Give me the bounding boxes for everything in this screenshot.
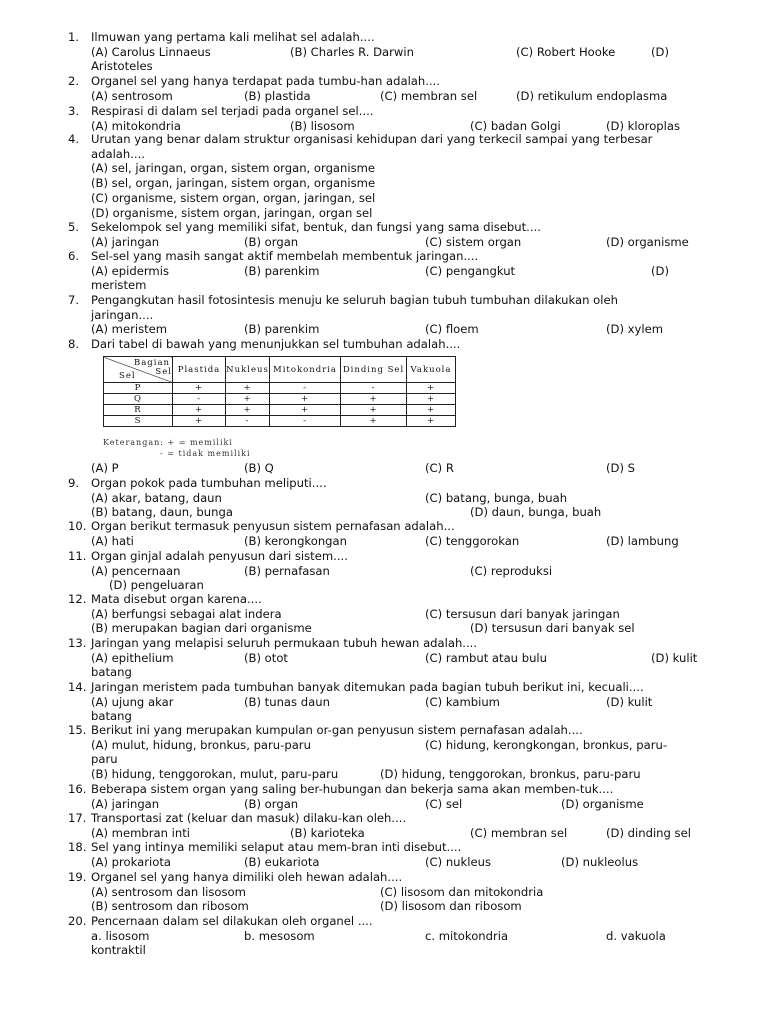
answer-option: (C) membran sel [470,825,568,840]
table-cell: + [341,405,407,416]
table-cell: + [407,405,456,416]
question-stem-continued: jaringan.... [91,307,154,322]
question-stem: Respirasi di dalam sel terjadi pada organel sel.... [91,104,374,118]
table-legend: - = tidak memiliki [160,449,251,458]
answer-option: (A) berfungsi sebagai alat indera [91,606,282,621]
table-row [104,405,456,416]
answer-option: (D) retikulum endoplasma [516,88,668,103]
answer-option: (B) Charles R. Darwin [290,44,414,59]
question-number: 3. [68,104,80,118]
answer-option: (A) sentrosom [91,88,173,103]
answer-option: (C) tersusun dari banyak jaringan [425,606,620,621]
question-stem: Organel sel yang hanya terdapat pada tumbu-han adalah.... [91,74,440,88]
answer-option: (B) plastida [244,88,311,103]
answer-option: (D) S [606,461,636,475]
table-row-label: P [104,383,173,394]
answer-option: (A) akar, batang, daun [91,490,222,505]
question-number: 20. [68,914,87,928]
answer-option: (C) pengangkut [425,263,516,278]
question-stem: Urutan yang benar dalam struktur organisasi kehidupan dari yang terkecil sampai yang terbesar [91,132,653,146]
table-cell: + [173,416,226,427]
answer-option: (B) hidung, tenggorokan, mulut, paru-paru [91,767,339,782]
table-cell: + [270,405,341,416]
answer-option: (A) membran inti [91,825,190,840]
answer-option: (B) tunas daun [244,694,330,709]
question-number: 1. [68,30,80,44]
question-number: 6. [68,249,80,263]
answer-option: (C) sistem organ [425,234,522,249]
answer-option: (D) [651,263,669,278]
answer-option: (A) epithelium [91,650,174,665]
question-stem: Sel-sel yang masih sangat aktif membelah membentuk jaringan.... [91,249,479,263]
answer-option: (D) kulit [606,694,653,709]
answer-option: (D) dinding sel [606,825,691,840]
question-stem: Organel sel yang hanya dimiliki oleh hewan adalah.... [91,870,403,884]
question-number: 7. [68,293,80,307]
table-row-label: S [104,416,173,427]
answer-option: a. lisosom [91,928,150,943]
question-stem: Sekelompok sel yang memiliki sifat, bentuk, dan fungsi yang sama disebut.... [91,220,541,234]
answer-option: (C) tenggorokan [425,533,520,548]
answer-option: (A) epidermis [91,263,169,278]
answer-option: (A) hati [91,533,134,548]
question-stem: Ilmuwan yang pertama kali melihat sel adalah.... [91,30,375,44]
answer-option: (A) P [91,461,119,475]
answer-option: (B) parenkim [244,322,320,337]
answer-option: (C) hidung, kerongkongan, bronkus, paru- [425,737,668,752]
table-cell: + [341,416,407,427]
table-cell: - [173,394,226,405]
answer-option: (A) sentrosom dan lisosom [91,884,246,899]
question-stem: Jaringan meristem pada tumbuhan banyak ditemukan pada bagian tubuh berikut ini, kecuali.... [91,680,644,694]
answer-option: (B) otot [244,650,288,665]
question-stem: Pencernaan dalam sel dilakukan oleh organel .... [91,914,373,928]
answer-option: (A) jaringan [91,234,160,249]
table-row-label: Q [104,394,173,405]
question-number: 4. [68,132,80,146]
answer-option-continued: paru [91,752,118,767]
answer-option: (B) sel, organ, jaringan, sistem organ, organisme [91,176,376,191]
table-column-header: Dinding Sel [341,357,407,383]
answer-option: (B) lisosom [290,118,355,133]
answer-option: (D) organisme [561,796,644,811]
answer-option: (C) membran sel [380,88,478,103]
answer-option: (D) [651,44,669,59]
answer-option: (A) pencernaan [91,563,181,578]
answer-option: (C) sel [425,796,463,811]
answer-option: (A) mitokondria [91,118,182,133]
answer-option: (A) Carolus Linnaeus [91,44,211,59]
question-stem: Organ berikut termasuk penyusun sistem pernafasan adalah... [91,519,455,533]
table-cell: - [226,416,270,427]
question-number: 14. [68,680,87,694]
answer-option: (B) sentrosom dan ribosom [91,899,249,914]
answer-option: (B) pernafasan [244,563,330,578]
answer-option: (C) R [425,461,454,475]
answer-option: (A) sel, jaringan, organ, sistem organ, organisme [91,161,376,176]
answer-option: d. vakuola [606,928,666,943]
answer-option: (B) eukariota [244,854,320,869]
table-cell: + [407,394,456,405]
answer-option: (C) floem [425,322,479,337]
answer-option: (D) lambung [606,533,679,548]
answer-option-continued: kontraktil [91,943,146,958]
question-number: 5. [68,220,80,234]
answer-option: (C) reproduksi [470,563,553,578]
question-number: 13. [68,636,87,650]
answer-option: (C) Robert Hooke [516,44,616,59]
answer-option-continued: (D) pengeluaran [109,578,204,593]
answer-option: (A) jaringan [91,796,160,811]
answer-option: (C) nukleus [425,854,491,869]
answer-option: (B) parenkim [244,263,320,278]
question-stem: Organ pokok pada tumbuhan meliputi.... [91,476,327,490]
table-column-header: Mitokondria [270,357,341,383]
question-number: 2. [68,74,80,88]
question-stem: Jaringan yang melapisi seluruh permukaan tubuh hewan adalah.... [91,636,478,650]
answer-option: (D) hidung, tenggorokan, bronkus, paru-paru [380,767,641,782]
table-column-header: Vakuola [407,357,456,383]
answer-option: (B) organ [244,234,299,249]
answer-option: (B) organ [244,796,299,811]
answer-option: (D) daun, bunga, buah [470,505,602,520]
table-legend: Keterangan: + = memiliki [103,438,233,447]
table-column-header: Plastida [173,357,226,383]
question-number: 15. [68,723,87,737]
answer-option: (B) Q [244,461,274,475]
answer-option: (C) lisosom dan mitokondria [380,884,544,899]
answer-option: (B) merupakan bagian dari organisme [91,621,312,636]
question-stem: Beberapa sistem organ yang saling ber-hubungan dan bekerja sama akan memben-tuk.... [91,782,614,796]
table-cell: + [341,394,407,405]
question-number: 18. [68,840,87,854]
answer-option-continued: meristem [91,278,147,293]
answer-option: (D) xylem [606,322,664,337]
answer-option: b. mesosom [244,928,315,943]
question-stem: Organ ginjal adalah penyusun dari sistem.... [91,549,348,563]
question-stem: Mata disebut organ karena.... [91,592,262,606]
table-cell: - [270,416,341,427]
cell-organelle-table [103,356,456,427]
answer-option: (D) kulit [651,650,698,665]
question-stem: Dari tabel di bawah yang menunjukkan sel tumbuhan adalah.... [91,337,461,351]
table-corner-header [104,357,173,383]
table-row-label: R [104,405,173,416]
answer-option: (D) organisme, sistem organ, jaringan, organ sel [91,205,373,220]
table-cell: + [226,405,270,416]
answer-option: (C) badan Golgi [470,118,561,133]
answer-option: (D) organisme [606,234,689,249]
table-cell: + [270,394,341,405]
answer-option: (A) meristem [91,322,168,337]
question-stem: Berikut ini yang merupakan kumpulan or-gan penyusun sistem pernafasan adalah.... [91,723,583,737]
answer-option: (A) prokariota [91,854,171,869]
answer-option: (B) batang, daun, bunga [91,505,233,520]
table-cell: + [407,383,456,394]
table-row [104,416,456,427]
question-stem-continued: adalah.... [91,146,145,161]
table-cell: + [226,394,270,405]
question-number: 16. [68,782,87,796]
answer-option: (D) kloroplas [606,118,681,133]
question-stem: Transportasi zat (keluar dan masuk) dilaku-kan oleh.... [91,811,407,825]
question-number: 17. [68,811,87,825]
question-number: 12. [68,592,87,606]
answer-option-continued: batang [91,709,132,724]
question-number: 11. [68,549,87,563]
table-column-header: Nukleus [226,357,270,383]
answer-option: (C) rambut atau bulu [425,650,547,665]
question-stem: Pengangkutan hasil fotosintesis menuju ke seluruh bagian tubuh tumbuhan dilakukan oleh [91,293,618,307]
question-number: 10. [68,519,87,533]
question-stem: Sel yang intinya memiliki selaput atau mem-bran inti disebut.... [91,840,462,854]
answer-option-continued: Aristoteles [91,59,153,74]
answer-option: (D) nukleolus [561,854,639,869]
answer-option: (A) mulut, hidung, bronkus, paru-paru [91,737,311,752]
answer-option: (B) kerongkongan [244,533,347,548]
question-number: 19. [68,870,87,884]
question-number: 9. [68,476,80,490]
table-cell: - [341,383,407,394]
answer-option: (C) batang, bunga, buah [425,490,568,505]
table-corner-label: Sel [119,371,136,381]
answer-option: (D) tersusun dari banyak sel [470,621,635,636]
table-cell: + [173,383,226,394]
answer-option: (C) kambium [425,694,500,709]
table-row [104,394,456,405]
table-cell: + [226,383,270,394]
table-cell: + [407,416,456,427]
table-corner-label: Bagian [133,358,170,368]
answer-option-continued: batang [91,665,132,680]
table-corner-label: Sel [155,367,172,377]
answer-option: (D) lisosom dan ribosom [380,899,522,914]
table-row [104,383,456,394]
answer-option: c. mitokondria [425,928,509,943]
table-cell: - [270,383,341,394]
question-number: 8. [68,337,80,351]
answer-option: (A) ujung akar [91,694,174,709]
answer-option: (B) karioteka [290,825,365,840]
table-cell: + [173,405,226,416]
answer-option: (C) organisme, sistem organ, organ, jaringan, sel [91,190,376,205]
